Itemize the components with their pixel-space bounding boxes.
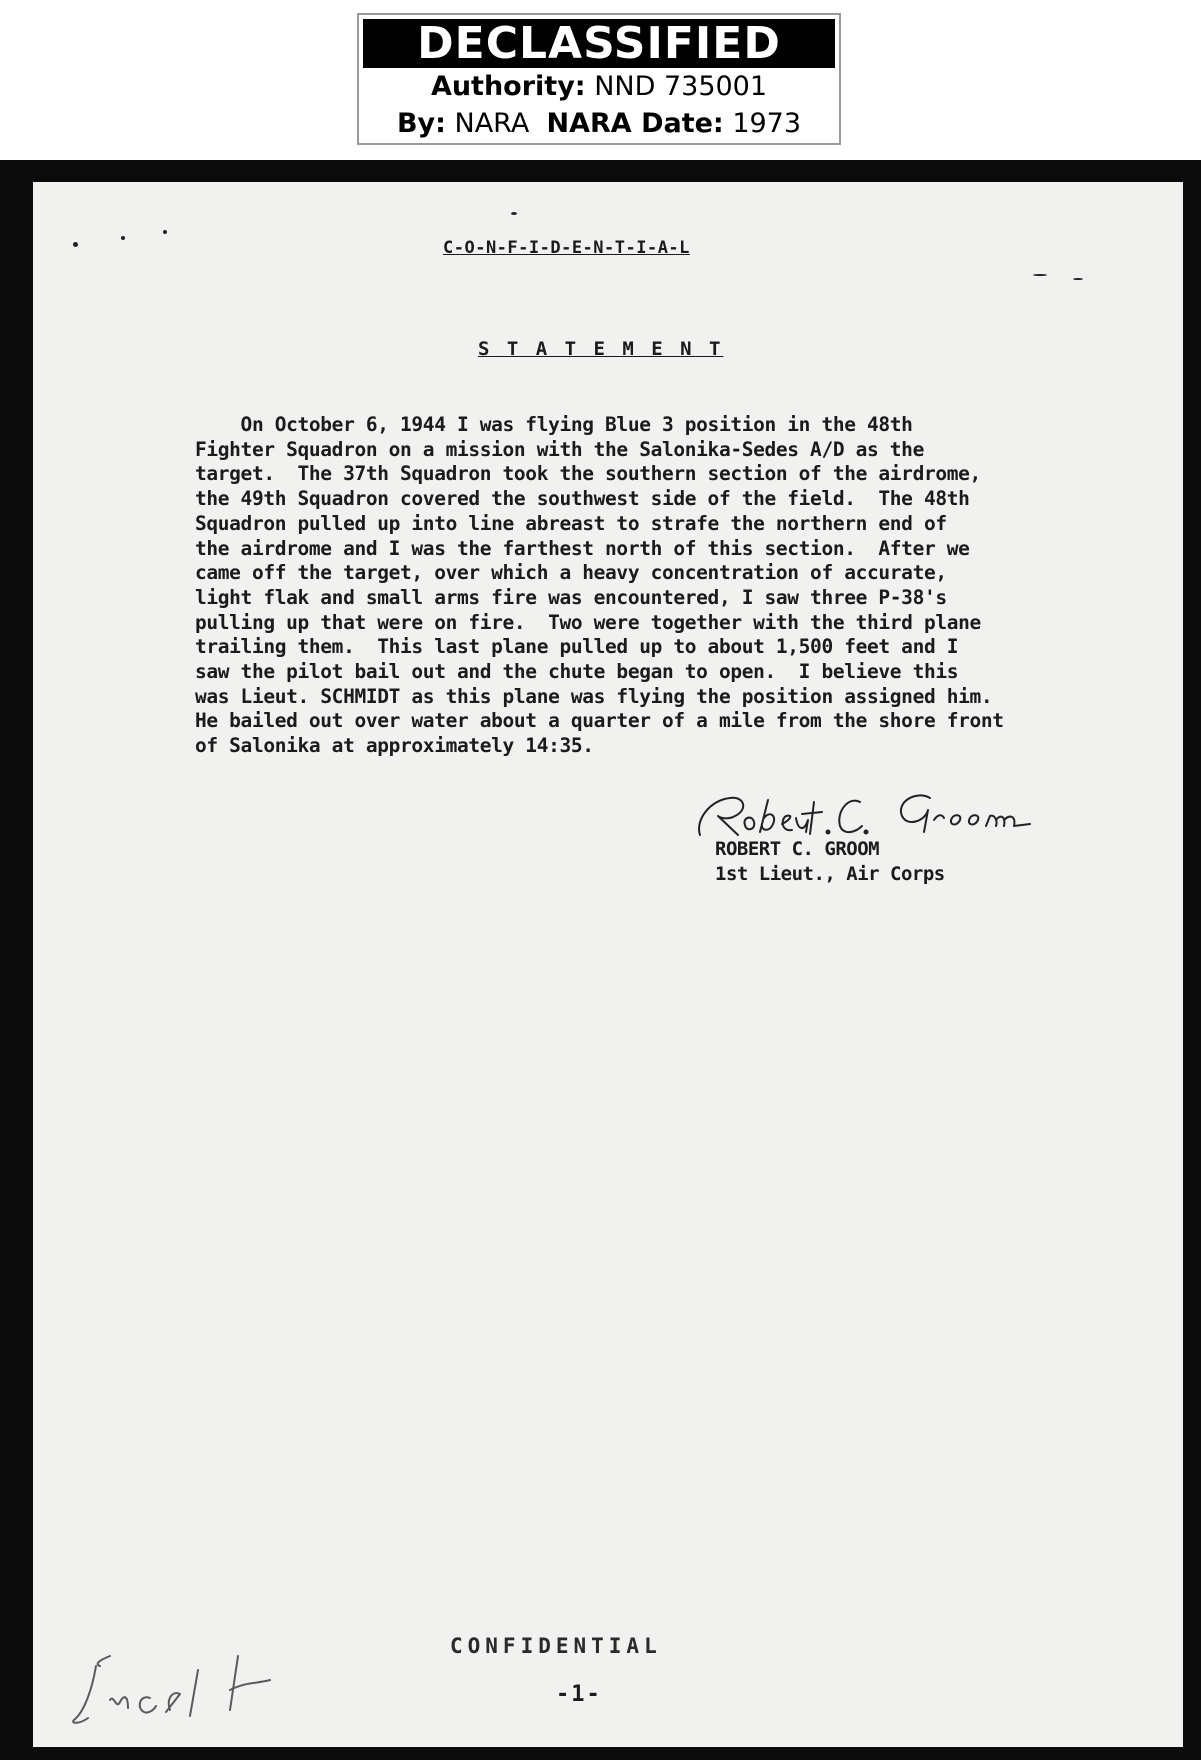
stamp-by-value: NARA [454,108,530,139]
stamp-by-label: By: [396,108,446,139]
body-line: Squadron pulled up into line abreast to strafe the northern end of [195,511,947,535]
body-line: of Salonika at approximately 14:35. [195,734,594,758]
statement-body [195,413,1004,759]
body-line: came off the target, over which a heavy concentration of accurate, [195,561,947,585]
body-line: pulling up that were on fire. Two were together with the third plane [195,610,981,634]
scan-speck [73,242,78,247]
stamp-date-label: NARA Date: [546,108,724,139]
page-number: -1- [556,1682,602,1707]
scan-speck [1033,274,1047,276]
stamp-authority-line [359,71,839,102]
document-title: S T A T E M E N T [478,338,724,360]
signer-name: ROBERT C. GROOM [715,838,880,860]
stamp-authority-value: NND 735001 [594,71,768,102]
body-line: the 49th Squadron covered the southwest side of the field. The 48th [195,487,970,511]
body-line: target. The 37th Squadron took the southern section of the airdrome, [195,462,981,486]
scan-speck [163,230,167,234]
body-line: saw the pilot bail out and the chute began to open. I believe this [195,660,959,684]
handwritten-signature [690,780,1060,840]
body-line: the airdrome and I was the farthest north of this section. After we [195,536,970,560]
body-line: On October 6, 1944 I was flying Blue 3 position in the 48th [195,413,913,436]
scan-speck [511,212,517,215]
classification-footer: CONFIDENTIAL [450,1634,662,1658]
stamp-by-line [359,108,839,139]
scan-speck [1073,278,1083,280]
body-line: was Lieut. SCHMIDT as this plane was flying the position assigned him. [195,684,993,708]
scan-speck [121,236,125,240]
body-line: He bailed out over water about a quarter of a mile from the shore front [195,709,1004,733]
body-line: trailing them. This last plane pulled up to about 1,500 feet and I [195,635,959,659]
scanned-page-border [0,160,1201,1760]
stamp-date-value: 1973 [732,108,802,139]
declassified-stamp [357,13,841,145]
stamp-title: DECLASSIFIED [363,19,835,68]
classification-header: C-O-N-F-I-D-E-N-T-I-A-L [443,238,690,258]
body-line: light flak and small arms fire was encountered, I saw three P-38's [195,585,947,609]
body-line: Fighter Squadron on a mission with the Salonika-Sedes A/D as the [195,437,924,461]
stamp-authority-label: Authority: [430,71,586,102]
signer-rank: 1st Lieut., Air Corps [715,863,945,885]
handwritten-inclosure-note [70,1650,310,1730]
